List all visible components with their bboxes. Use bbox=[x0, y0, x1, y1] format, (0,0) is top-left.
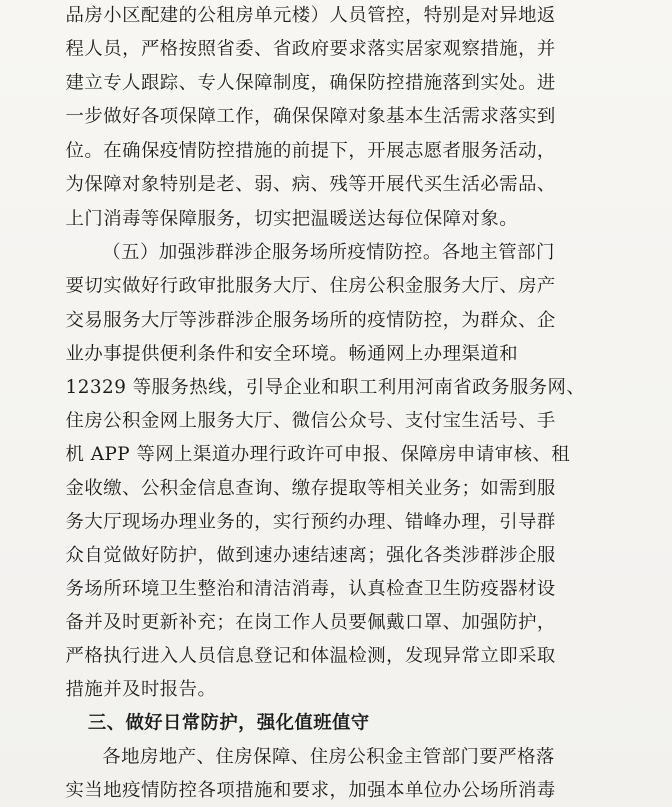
text-line: 务大厅现场办理业务的，实行预约办理、错峰办理，引导群 bbox=[65, 511, 556, 533]
text-line: （五）加强涉群涉企服务场所疫情防控。各地主管部门 bbox=[102, 242, 555, 263]
text-line: 要切实做好行政审批服务大厅、住房公积金服务大厅、房产 bbox=[65, 275, 556, 297]
text-line: 众自觉做好防护，做到速办速结速离；强化各类涉群涉企服 bbox=[65, 544, 556, 566]
text-line: 业办事提供便利条件和安全环境。畅通网上办理渠道和 bbox=[65, 343, 519, 365]
text-line: 交易服务大厅等涉群涉企服务场所的疫情防控，为群众、企 bbox=[65, 310, 556, 331]
text-line: 金收缴、公积金信息查询、缴存提取等相关业务；如需到服 bbox=[65, 477, 556, 499]
text-line: 备并及时更新补充；在岗工作人员要佩戴口罩、加强防护， bbox=[65, 612, 556, 633]
text-line: 12329 等服务热线，引导企业和职工利用河南省政务服务网、 bbox=[65, 377, 586, 398]
section-heading: 三、做好日常防护，强化值班值守 bbox=[87, 712, 370, 734]
text-line: 建立专人跟踪、专人保障制度，确保防控措施落到实处。进 bbox=[65, 72, 556, 94]
text-line: 一步做好各项保障工作，确保保障对象基本生活需求落实到 bbox=[65, 106, 556, 128]
text-line: 为保障对象特别是老、弱、病、残等开展代买生活必需品、 bbox=[65, 174, 556, 195]
text-line: 品房小区配建的公租房单元楼）人员管控，特别是对异地返 bbox=[65, 4, 556, 26]
text-line: 住房公积金网上服务大厅、微信公众号、支付宝生活号、手 bbox=[65, 410, 556, 432]
text-line: 措施并及时报告。 bbox=[65, 679, 217, 700]
text-line: 各地房地产、住房保障、住房公积金主管部门要严格落 bbox=[102, 746, 555, 768]
text-line: 实当地疫情防控各项措施和要求，加强本单位办公场所消毒 bbox=[65, 779, 556, 801]
text-line: 程人员，严格按照省委、省政府要求落实居家观察措施，并 bbox=[65, 38, 556, 60]
text-line: 位。在确保疫情防控措施的前提下，开展志愿者服务活动， bbox=[65, 140, 556, 162]
text-line: 上门消毒等保障服务，切实把温暖送达每位保障对象。 bbox=[65, 208, 519, 230]
text-line: 务场所环境卫生整治和清洁消毒，认真检查卫生防疫器材设 bbox=[65, 578, 556, 600]
text-line: 严格执行进入人员信息登记和体温检测，发现异常立即采取 bbox=[65, 645, 556, 667]
text-line: 机 APP 等网上渠道办理行政许可申报、保障房申请审核、租 bbox=[65, 444, 571, 466]
